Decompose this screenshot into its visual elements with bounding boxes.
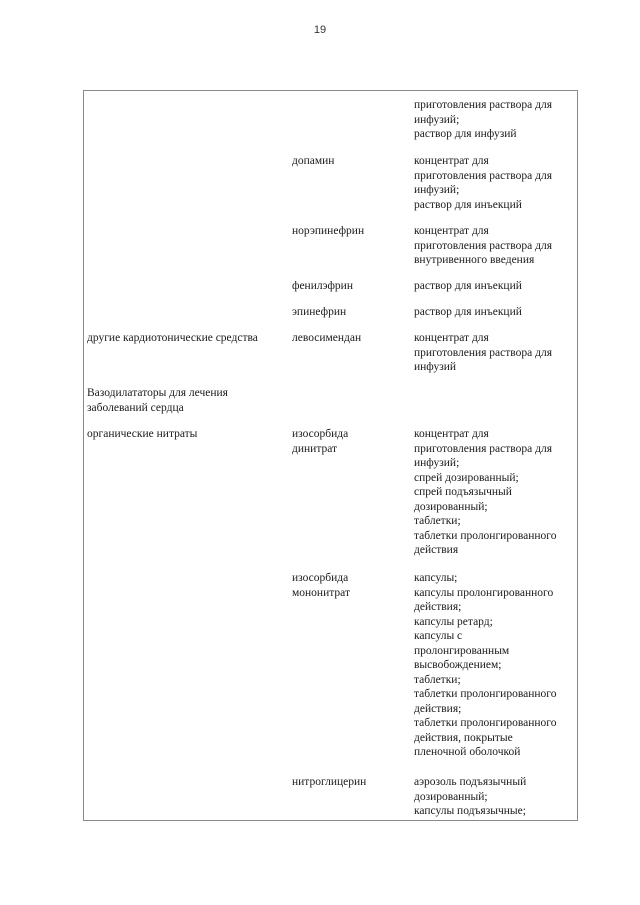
drug-name: нитроглицерин — [292, 776, 367, 788]
drug-name: норэпинефрин — [292, 225, 365, 237]
drug-name: левосимендан — [292, 332, 362, 344]
drug-name: эпинефрин — [292, 306, 347, 318]
drug-name: изосорбида динитрат — [292, 428, 349, 455]
drug-group: органические нитраты — [87, 428, 198, 440]
dosage-forms: раствор для инъекций — [414, 280, 522, 292]
drug-group: другие кардиотонические средства — [87, 332, 258, 344]
dosage-forms: концентрат для приготовления раствора для инфузий; раствор для инъекций — [414, 155, 552, 211]
dosage-forms: концентрат для приготовления раствора для внутривенного введения — [414, 225, 552, 266]
drug-name: фенилэфрин — [292, 280, 353, 292]
dosage-forms: концентрат для приготовления раствора для инфузий — [414, 332, 552, 373]
dosage-forms: концентрат для приготовления раствора для инфузий; спрей дозированный; спрей подъязычный дозированный; таблетки; таблетки пролонгированного действия — [414, 428, 557, 556]
dosage-forms: капсулы; капсулы пролонгированного действия; капсулы ретард; капсулы с пролонгированным высвобождением; таблетки; таблетки пролонгированного действия; таблетки пролонгированного действия, покрытые пленочной оболочкой — [414, 572, 557, 758]
drug-group-heading: Вазодилататоры для лечения заболеваний сердца — [87, 387, 228, 414]
dosage-forms: приготовления раствора для инфузий; раствор для инфузий — [414, 99, 552, 140]
dosage-forms: аэрозоль подъязычный дозированный; капсулы подъязычные; — [414, 776, 527, 817]
dosage-forms: раствор для инъекций — [414, 306, 522, 318]
drug-name: изосорбида мононитрат — [292, 572, 350, 599]
drug-name: допамин — [292, 155, 335, 167]
page-number: 19 — [313, 24, 327, 36]
